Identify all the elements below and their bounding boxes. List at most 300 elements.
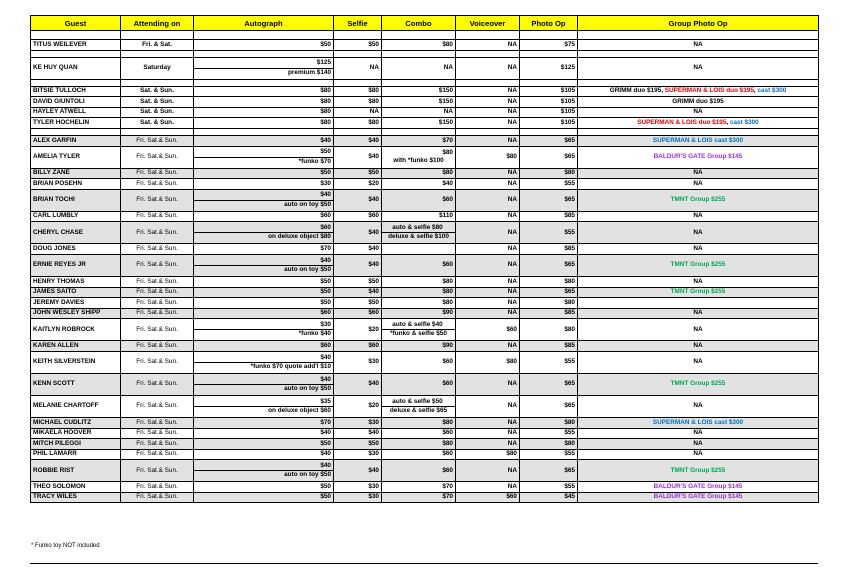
attending-on: Fri. Sat.& Sun. bbox=[121, 298, 194, 309]
combo-price: NA bbox=[382, 107, 456, 118]
group-photo-op bbox=[578, 244, 819, 255]
spacer-cell bbox=[334, 31, 382, 40]
combo-price: $80 bbox=[382, 298, 456, 309]
group-photo-op-label: TMNT Group $255 bbox=[670, 196, 726, 204]
selfie-price: $40 bbox=[334, 146, 382, 168]
table-row bbox=[31, 341, 819, 352]
group-photo-op bbox=[578, 146, 819, 168]
guest-name: BRIAN POSEHN bbox=[31, 179, 121, 190]
guest-name: BITSIE TULLOCH bbox=[31, 86, 121, 97]
photo-op-price: $75 bbox=[520, 40, 578, 51]
photo-op-price: $55 bbox=[520, 428, 578, 439]
combo-price: $60 bbox=[382, 460, 456, 482]
attending-on: Fri. Sat.& Sun. bbox=[121, 492, 194, 503]
photo-op-price: $85 bbox=[520, 341, 578, 352]
combo-price: NA bbox=[382, 57, 456, 79]
attending-on: Fri. Sat.& Sun. bbox=[121, 373, 194, 395]
group-photo-op bbox=[578, 276, 819, 287]
autograph-price: $50 bbox=[194, 492, 334, 503]
guest-name: HENRY THOMAS bbox=[31, 276, 121, 287]
spacer-cell bbox=[456, 31, 520, 40]
guest-name: ALEX GARFIN bbox=[31, 135, 121, 146]
autograph-price bbox=[194, 373, 334, 395]
photo-op-price: $80 bbox=[520, 298, 578, 309]
table-row bbox=[31, 373, 819, 395]
autograph-price bbox=[194, 189, 334, 211]
photo-op-price: $65 bbox=[520, 460, 578, 482]
combo-price-main: $80 bbox=[442, 148, 453, 156]
spacer-cell bbox=[31, 128, 121, 135]
voiceover-price: NA bbox=[456, 97, 520, 108]
autograph-price-option: auto on toy $50 bbox=[284, 471, 331, 479]
guest-name: PHIL LAMARR bbox=[31, 449, 121, 460]
combo-price: $60 bbox=[382, 254, 456, 276]
group-photo-op bbox=[578, 319, 819, 341]
photo-op-price: $80 bbox=[520, 276, 578, 287]
attending-on: Fri. Sat.& Sun. bbox=[121, 460, 194, 482]
header-autograph: Autograph bbox=[194, 16, 334, 31]
photo-op-price: $55 bbox=[520, 179, 578, 190]
selfie-price: $50 bbox=[334, 40, 382, 51]
autograph-price: $50 bbox=[194, 439, 334, 450]
spacer-cell bbox=[31, 31, 121, 40]
attending-on: Fri. Sat.& Sun. bbox=[121, 428, 194, 439]
table-row bbox=[31, 460, 819, 482]
voiceover-price: NA bbox=[456, 308, 520, 319]
combo-price: $80 bbox=[382, 417, 456, 428]
attending-on: Fri. Sat.& Sun. bbox=[121, 482, 194, 493]
guest-name: CHERYL CHASE bbox=[31, 222, 121, 244]
selfie-price: $40 bbox=[334, 428, 382, 439]
group-photo-op bbox=[578, 211, 819, 222]
combo-price: $80 bbox=[382, 40, 456, 51]
photo-op-price: $80 bbox=[520, 168, 578, 179]
selfie-price: $60 bbox=[334, 308, 382, 319]
combo-price: $80 bbox=[382, 439, 456, 450]
photo-op-price: $85 bbox=[520, 211, 578, 222]
combo-price: $70 bbox=[382, 482, 456, 493]
guest-name: KAREN ALLEN bbox=[31, 341, 121, 352]
guest-name: CARL LUMBLY bbox=[31, 211, 121, 222]
group-photo-op-label: TMNT Group $255 bbox=[670, 261, 726, 269]
table-row bbox=[31, 107, 819, 118]
spacer-cell bbox=[578, 31, 819, 40]
autograph-price-option: premium $140 bbox=[288, 68, 331, 76]
photo-op-price: $85 bbox=[520, 308, 578, 319]
voiceover-price: $80 bbox=[456, 146, 520, 168]
bottom-border bbox=[30, 563, 818, 564]
group-photo-op-label: NA bbox=[693, 244, 703, 252]
group-photo-op-label: NA bbox=[693, 309, 703, 317]
voiceover-price: NA bbox=[456, 341, 520, 352]
spacer-cell bbox=[334, 50, 382, 57]
voiceover-price: NA bbox=[456, 189, 520, 211]
autograph-price-option: *funko $40 bbox=[298, 330, 331, 338]
guest-name: DOUG JONES bbox=[31, 244, 121, 255]
autograph-price: $60 bbox=[194, 211, 334, 222]
spacer-cell bbox=[31, 50, 121, 57]
voiceover-price: NA bbox=[456, 40, 520, 51]
guest-name: JOHN WESLEY SHIPP bbox=[31, 308, 121, 319]
autograph-price-main: $35 bbox=[194, 399, 333, 407]
combo-price: $150 bbox=[382, 97, 456, 108]
guest-name: KE HUY QUAN bbox=[31, 57, 121, 79]
table-row bbox=[31, 40, 819, 51]
combo-price: $60 bbox=[382, 373, 456, 395]
photo-op-price: $55 bbox=[520, 351, 578, 373]
voiceover-price: $60 bbox=[456, 492, 520, 503]
table-row bbox=[31, 86, 819, 97]
photo-op-price: $65 bbox=[520, 146, 578, 168]
pricing-sheet bbox=[30, 15, 818, 503]
combo-price: $60 bbox=[382, 189, 456, 211]
combo-price: $110 bbox=[382, 211, 456, 222]
combo-price: $60 bbox=[382, 351, 456, 373]
table-row bbox=[31, 492, 819, 503]
guest-name: ROBBIE RIST bbox=[31, 460, 121, 482]
group-photo-op-part: , bbox=[753, 87, 758, 95]
attending-on: Fri. Sat.& Sun. bbox=[121, 276, 194, 287]
selfie-price: $30 bbox=[334, 351, 382, 373]
group-photo-op bbox=[578, 107, 819, 118]
photo-op-price: $80 bbox=[520, 417, 578, 428]
group-photo-op-label: TMNT Group $255 bbox=[670, 288, 726, 296]
group-photo-op bbox=[578, 417, 819, 428]
voiceover-price: NA bbox=[456, 135, 520, 146]
selfie-price: $30 bbox=[334, 482, 382, 493]
attending-on: Fri. Sat.& Sun. bbox=[121, 308, 194, 319]
selfie-price: $80 bbox=[334, 86, 382, 97]
photo-op-price: $45 bbox=[520, 492, 578, 503]
autograph-price-main: $40 bbox=[194, 355, 333, 363]
attending-on: Fri. Sat.& Sun. bbox=[121, 222, 194, 244]
group-photo-op bbox=[578, 222, 819, 244]
spacer-cell bbox=[456, 128, 520, 135]
group-photo-op bbox=[578, 254, 819, 276]
spacer-cell bbox=[31, 79, 121, 86]
autograph-price bbox=[194, 319, 334, 341]
header-group-photo-op: Group Photo Op bbox=[578, 16, 819, 31]
voiceover-price: NA bbox=[456, 439, 520, 450]
combo-price-main: auto & selfie $40 bbox=[382, 322, 455, 330]
photo-op-price: $55 bbox=[520, 449, 578, 460]
selfie-price: $40 bbox=[334, 373, 382, 395]
autograph-price: $30 bbox=[194, 179, 334, 190]
table-row bbox=[31, 308, 819, 319]
guest-name: JAMES SAITO bbox=[31, 287, 121, 298]
spacer-row bbox=[31, 50, 819, 57]
spacer-cell bbox=[520, 79, 578, 86]
autograph-price bbox=[194, 395, 334, 417]
guest-pricing-table bbox=[30, 15, 819, 503]
voiceover-price: NA bbox=[456, 211, 520, 222]
group-photo-op-part: SUPERMAN & LOIS duo $195 bbox=[664, 87, 754, 95]
autograph-price: $50 bbox=[194, 482, 334, 493]
attending-on: Fri. & Sat. bbox=[121, 40, 194, 51]
autograph-price: $80 bbox=[194, 118, 334, 129]
attending-on: Saturday bbox=[121, 57, 194, 79]
selfie-price: $40 bbox=[334, 460, 382, 482]
header-attending: Attending on bbox=[121, 16, 194, 31]
voiceover-price: NA bbox=[456, 254, 520, 276]
group-photo-op bbox=[578, 287, 819, 298]
group-photo-op bbox=[578, 57, 819, 79]
photo-op-price: $80 bbox=[520, 439, 578, 450]
group-photo-op bbox=[578, 308, 819, 319]
spacer-cell bbox=[578, 79, 819, 86]
guest-name: BILLY ZANE bbox=[31, 168, 121, 179]
table-row bbox=[31, 449, 819, 460]
photo-op-price: $80 bbox=[520, 319, 578, 341]
group-photo-op bbox=[578, 40, 819, 51]
group-photo-op bbox=[578, 341, 819, 352]
group-photo-op bbox=[578, 298, 819, 309]
attending-on: Sat. & Sun. bbox=[121, 107, 194, 118]
photo-op-price: $65 bbox=[520, 189, 578, 211]
photo-op-price: $55 bbox=[520, 482, 578, 493]
autograph-price-main: $125 bbox=[194, 60, 333, 68]
guest-name: ERNIE REYES JR bbox=[31, 254, 121, 276]
selfie-price: $40 bbox=[334, 254, 382, 276]
selfie-price: $50 bbox=[334, 298, 382, 309]
selfie-price: $40 bbox=[334, 135, 382, 146]
header-selfie: Selfie bbox=[334, 16, 382, 31]
spacer-cell bbox=[456, 50, 520, 57]
combo-price: $80 bbox=[382, 287, 456, 298]
table-row bbox=[31, 135, 819, 146]
selfie-price: $80 bbox=[334, 97, 382, 108]
autograph-price-option: auto on toy $50 bbox=[284, 265, 331, 273]
attending-on: Fri. Sat.& Sun. bbox=[121, 211, 194, 222]
photo-op-price: $125 bbox=[520, 57, 578, 79]
photo-op-price: $105 bbox=[520, 86, 578, 97]
group-photo-op bbox=[578, 492, 819, 503]
group-photo-op-part: GRIMM duo $195, bbox=[609, 87, 665, 95]
group-photo-op-label: NA bbox=[693, 63, 703, 71]
combo-price-main: auto & selfie $50 bbox=[382, 399, 455, 407]
group-photo-op-label: TMNT Group $255 bbox=[670, 380, 726, 388]
autograph-price-main: $40 bbox=[194, 463, 333, 471]
autograph-price: $50 bbox=[194, 287, 334, 298]
voiceover-price: NA bbox=[456, 287, 520, 298]
spacer-cell bbox=[194, 79, 334, 86]
combo-price: $80 bbox=[382, 276, 456, 287]
attending-on: Fri. Sat.& Sun. bbox=[121, 417, 194, 428]
attending-on: Fri. Sat.& Sun. bbox=[121, 189, 194, 211]
table-row bbox=[31, 189, 819, 211]
table-row bbox=[31, 118, 819, 129]
autograph-price: $80 bbox=[194, 97, 334, 108]
attending-on: Fri. Sat.& Sun. bbox=[121, 287, 194, 298]
group-photo-op-label: NA bbox=[693, 40, 703, 48]
autograph-price: $80 bbox=[194, 86, 334, 97]
group-photo-op bbox=[578, 482, 819, 493]
group-photo-op-label: BALDUR'S GATE Group $145 bbox=[653, 493, 743, 501]
voiceover-price: NA bbox=[456, 417, 520, 428]
group-photo-op-part: cast $300 bbox=[757, 87, 787, 95]
table-row bbox=[31, 439, 819, 450]
guest-name: MICHAEL CUDLITZ bbox=[31, 417, 121, 428]
selfie-price: $60 bbox=[334, 341, 382, 352]
voiceover-price: NA bbox=[456, 57, 520, 79]
spacer-cell bbox=[520, 31, 578, 40]
combo-price-option: *funko & selfie $50 bbox=[390, 330, 447, 338]
voiceover-price: $60 bbox=[456, 319, 520, 341]
attending-on: Fri. Sat.& Sun. bbox=[121, 135, 194, 146]
attending-on: Fri. Sat.& Sun. bbox=[121, 341, 194, 352]
voiceover-price: NA bbox=[456, 86, 520, 97]
autograph-price: $60 bbox=[194, 308, 334, 319]
selfie-price: $40 bbox=[334, 189, 382, 211]
autograph-price-option: auto on toy $50 bbox=[284, 384, 331, 392]
voiceover-price: NA bbox=[456, 118, 520, 129]
combo-price bbox=[382, 222, 456, 244]
guest-name: BRIAN TOCHI bbox=[31, 189, 121, 211]
guest-name: KENN SCOTT bbox=[31, 373, 121, 395]
selfie-price: $50 bbox=[334, 168, 382, 179]
attending-on: Fri. Sat.& Sun. bbox=[121, 168, 194, 179]
group-photo-op bbox=[578, 395, 819, 417]
photo-op-price: $105 bbox=[520, 118, 578, 129]
selfie-price: $40 bbox=[334, 287, 382, 298]
spacer-cell bbox=[334, 128, 382, 135]
group-photo-op bbox=[578, 97, 819, 108]
spacer-cell bbox=[194, 31, 334, 40]
table-row bbox=[31, 244, 819, 255]
voiceover-price: NA bbox=[456, 179, 520, 190]
voiceover-price: $80 bbox=[456, 449, 520, 460]
attending-on: Fri. Sat.& Sun. bbox=[121, 254, 194, 276]
table-row bbox=[31, 319, 819, 341]
spacer-cell bbox=[578, 50, 819, 57]
table-row bbox=[31, 428, 819, 439]
autograph-price-main: $30 bbox=[194, 322, 333, 330]
spacer-row bbox=[31, 79, 819, 86]
selfie-price: $60 bbox=[334, 211, 382, 222]
autograph-price-option: *funko $70 quote add'l $10 bbox=[250, 362, 331, 370]
spacer-cell bbox=[334, 79, 382, 86]
attending-on: Fri. Sat.& Sun. bbox=[121, 449, 194, 460]
combo-price: $40 bbox=[382, 179, 456, 190]
table-row bbox=[31, 287, 819, 298]
autograph-price: $40 bbox=[194, 449, 334, 460]
autograph-price-main: $60 bbox=[194, 225, 333, 233]
group-photo-op-label: NA bbox=[693, 169, 703, 177]
group-photo-op-label: NA bbox=[693, 341, 703, 349]
selfie-price: $40 bbox=[334, 222, 382, 244]
selfie-price: $50 bbox=[334, 439, 382, 450]
group-photo-op-label: GRIMM duo $195 bbox=[672, 97, 724, 105]
autograph-price-main: $50 bbox=[194, 149, 333, 157]
table-row bbox=[31, 57, 819, 79]
group-photo-op-label: NA bbox=[693, 277, 703, 285]
header-guest: Guest bbox=[31, 16, 121, 31]
group-photo-op bbox=[578, 179, 819, 190]
photo-op-price: $105 bbox=[520, 107, 578, 118]
autograph-price: $70 bbox=[194, 244, 334, 255]
table-row bbox=[31, 222, 819, 244]
attending-on: Fri. Sat.& Sun. bbox=[121, 395, 194, 417]
autograph-price: $40 bbox=[194, 135, 334, 146]
selfie-price: $30 bbox=[334, 417, 382, 428]
selfie-price: $20 bbox=[334, 319, 382, 341]
autograph-price-main: $40 bbox=[194, 377, 333, 385]
group-photo-op-label: BALDUR'S GATE Group $145 bbox=[653, 152, 743, 160]
voiceover-price: NA bbox=[456, 482, 520, 493]
guest-name: AMELIA TYLER bbox=[31, 146, 121, 168]
autograph-price-option: on deluxe object $60 bbox=[268, 406, 331, 414]
autograph-price: $40 bbox=[194, 428, 334, 439]
group-photo-op-part: , bbox=[726, 118, 730, 126]
spacer-cell bbox=[194, 50, 334, 57]
voiceover-price: NA bbox=[456, 222, 520, 244]
autograph-price bbox=[194, 460, 334, 482]
autograph-price: $60 bbox=[194, 341, 334, 352]
table-row bbox=[31, 276, 819, 287]
spacer-cell bbox=[382, 79, 456, 86]
header-photo-op: Photo Op bbox=[520, 16, 578, 31]
combo-price: $70 bbox=[382, 492, 456, 503]
spacer-cell bbox=[456, 79, 520, 86]
group-photo-op bbox=[578, 168, 819, 179]
spacer-row bbox=[31, 128, 819, 135]
combo-price-option: deluxe & selfie $65 bbox=[389, 406, 448, 414]
table-row bbox=[31, 168, 819, 179]
combo-price: $90 bbox=[382, 308, 456, 319]
photo-op-price: $55 bbox=[520, 222, 578, 244]
photo-op-price: $105 bbox=[520, 97, 578, 108]
group-photo-op bbox=[578, 449, 819, 460]
table-row bbox=[31, 254, 819, 276]
combo-price bbox=[382, 319, 456, 341]
autograph-price bbox=[194, 351, 334, 373]
combo-price: $80 bbox=[382, 168, 456, 179]
group-photo-op-label: NA bbox=[693, 439, 703, 447]
autograph-price-main: $40 bbox=[194, 192, 333, 200]
table-row bbox=[31, 351, 819, 373]
guest-name: JEREMY DAVIES bbox=[31, 298, 121, 309]
guest-name: TITUS WEILEVER bbox=[31, 40, 121, 51]
voiceover-price: NA bbox=[456, 428, 520, 439]
spacer-cell bbox=[520, 50, 578, 57]
spacer-cell bbox=[578, 128, 819, 135]
spacer-cell bbox=[520, 128, 578, 135]
table-row bbox=[31, 395, 819, 417]
voiceover-price: NA bbox=[456, 107, 520, 118]
autograph-price-main: $40 bbox=[194, 258, 333, 266]
group-photo-op-label: NA bbox=[693, 108, 703, 116]
autograph-price: $70 bbox=[194, 417, 334, 428]
group-photo-op bbox=[578, 351, 819, 373]
combo-price bbox=[382, 395, 456, 417]
table-row bbox=[31, 146, 819, 168]
selfie-price: $30 bbox=[334, 492, 382, 503]
table-row bbox=[31, 482, 819, 493]
spacer-cell bbox=[382, 128, 456, 135]
group-photo-op-label: NA bbox=[693, 450, 703, 458]
autograph-price: $50 bbox=[194, 298, 334, 309]
autograph-price: $50 bbox=[194, 168, 334, 179]
spacer-cell bbox=[194, 128, 334, 135]
selfie-price: $20 bbox=[334, 179, 382, 190]
selfie-price: $20 bbox=[334, 395, 382, 417]
voiceover-price: NA bbox=[456, 460, 520, 482]
guest-name: MELANIE CHARTOFF bbox=[31, 395, 121, 417]
autograph-price bbox=[194, 222, 334, 244]
table-row bbox=[31, 179, 819, 190]
group-photo-op-label: NA bbox=[693, 179, 703, 187]
spacer-cell bbox=[121, 79, 194, 86]
